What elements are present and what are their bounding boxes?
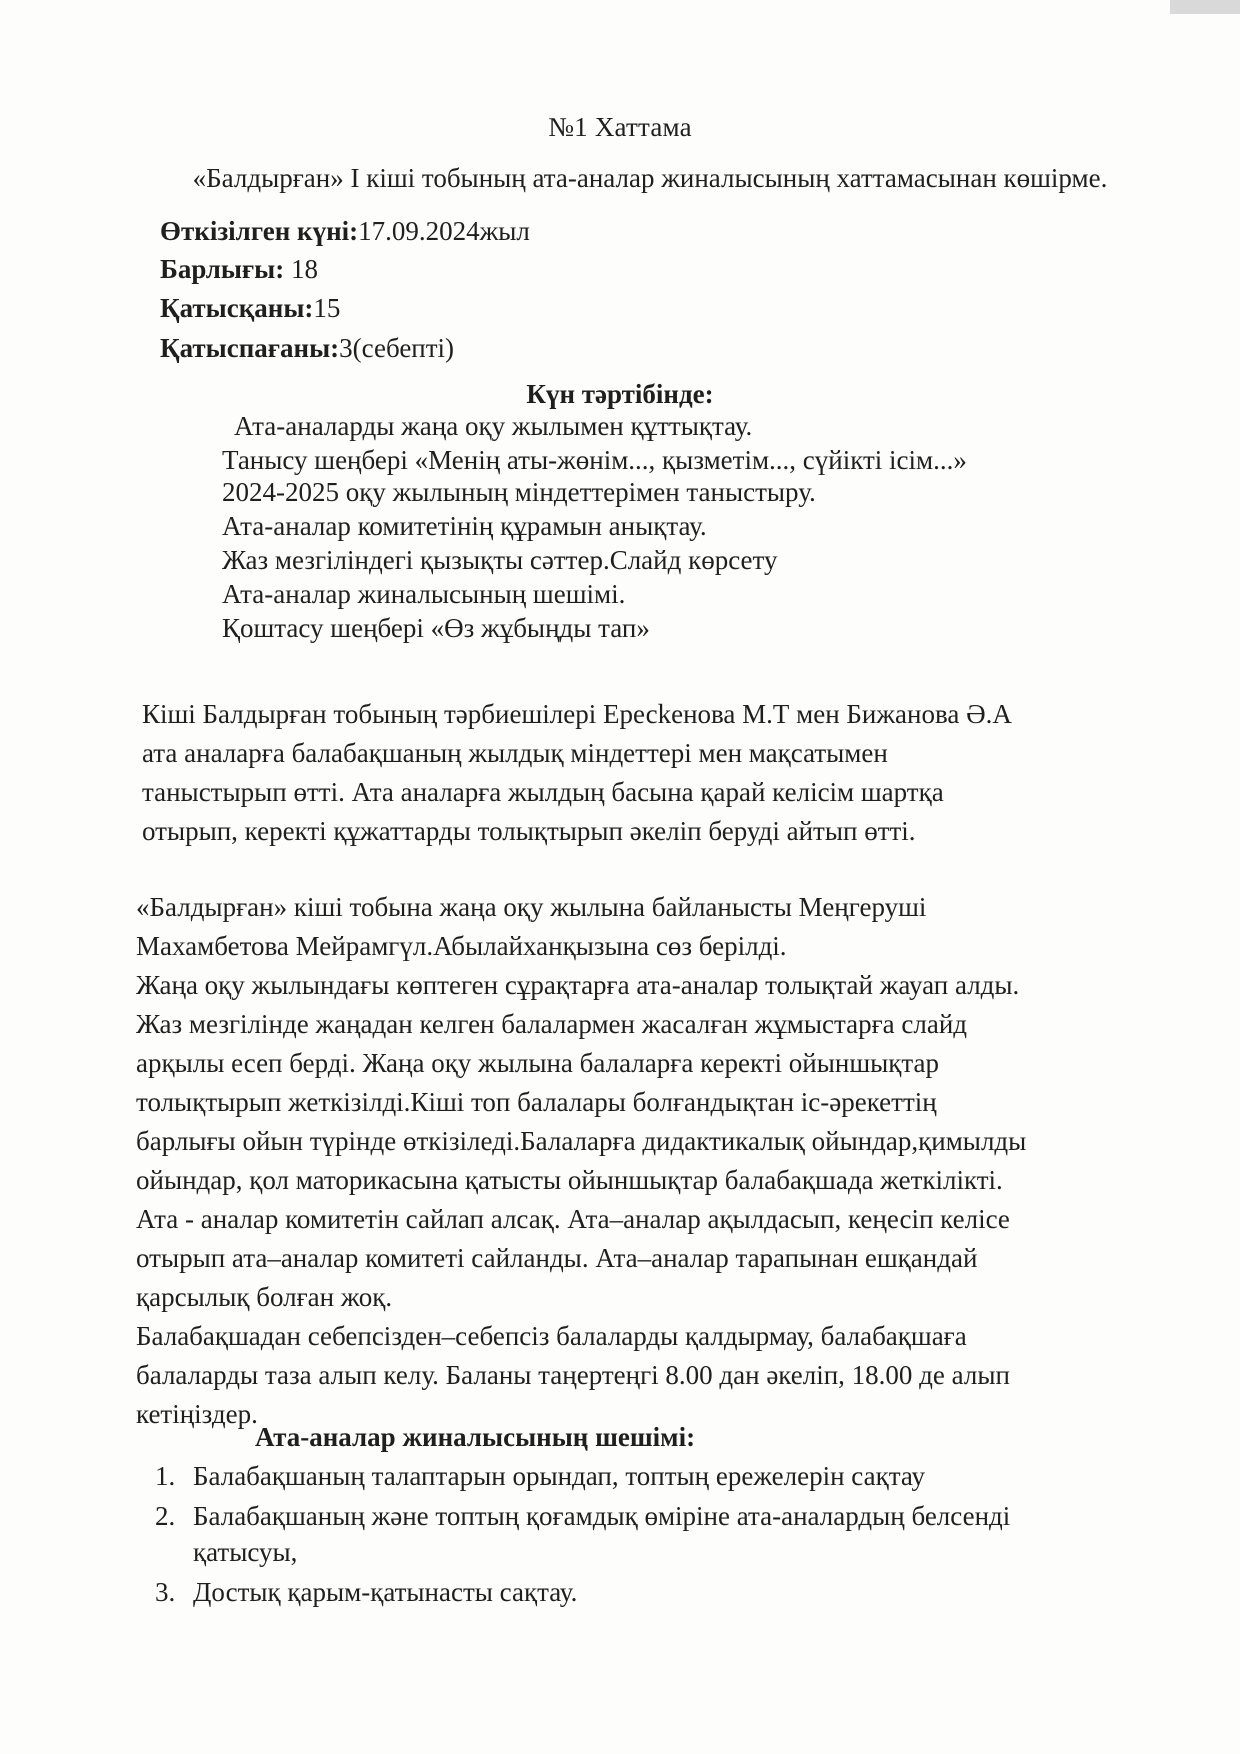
document-subtitle: «Балдырған» І кіші тобының ата-аналар жиналысының хаттамасынан көшірме.: [192, 163, 1108, 193]
agenda-title: Күн тәртібінде:: [526, 379, 714, 409]
meta-absent: [160, 333, 454, 364]
agenda-item: 2024-2025 оқу жылының міндеттерімен таныстыру.: [222, 477, 816, 507]
meta-absent-label: Қатыспағаны:: [160, 333, 340, 363]
paragraph-line: Жаз мезгілінде жаңадан келген балалармен жасалған жұмыстарға слайд: [136, 1009, 968, 1039]
decision-number: 3.: [155, 1577, 176, 1607]
paragraph-line: қарсылық болған жоқ.: [136, 1282, 393, 1312]
decision-number: 2.: [155, 1501, 176, 1531]
agenda-item: Ата-аналар жиналысының шешімі.: [222, 579, 626, 609]
meta-date-value: 17.09.2024жыл: [358, 216, 530, 246]
paragraph-line: балаларды таза алып келу. Баланы таңертеңгі 8.00 дан әкеліп, 18.00 де алып: [136, 1360, 1010, 1390]
decision-title: Ата-аналар жиналысының шешімі:: [255, 1422, 696, 1452]
paragraph-line: отырып ата–аналар комитеті сайланды. Ата–аналар тарапынан ешқандай: [136, 1243, 978, 1273]
meta-date: [160, 216, 530, 247]
scan-mark: [1170, 0, 1240, 14]
paragraph-line: кетіңіздер.: [136, 1399, 258, 1429]
paragraph-line: толықтырып жеткізілді.Кіші топ балалары болғандықтан іс-әрекеттің: [136, 1087, 937, 1117]
paragraph-line: Ата - аналар комитетін сайлап алсақ. Ата–аналар ақылдасып, кеңесіп келісе: [136, 1204, 1010, 1234]
paragraph-line: таныстырып өтті. Ата аналарға жылдың басына қарай келісім шартқа: [142, 777, 944, 807]
paragraph-line: Балабақшадан себепсізден–себепсіз балаларды қалдырмау, балабақшаға: [136, 1321, 967, 1351]
decision-list: [155, 1458, 1115, 1614]
paragraph-line: ойындар, қол маторикасына қатысты ойыншықтар балабақшада жеткілікті.: [136, 1165, 1003, 1195]
meta-total-label: Барлығы:: [160, 254, 285, 284]
paragraph-line: арқылы есеп берді. Жаңа оқу жылына балаларға керекті ойыншықтар: [136, 1048, 939, 1078]
paragraph-line: Кіші Балдырған тобының тәрбиешілері Ересkенова М.Т мен Бижанова Ә.А: [142, 699, 1012, 729]
paragraph-teachers: [142, 695, 1122, 851]
decision-item: [155, 1574, 1115, 1610]
meta-total: [160, 254, 318, 285]
meta-present-value: 15: [313, 293, 341, 323]
decision-item: [155, 1458, 1115, 1494]
agenda-item: Жаз мезгіліндегі қызықты сәттер.Слайд көрсету: [222, 545, 778, 575]
decision-text: Балабақшаның талаптарын орындап, топтың ережелерін сақтау: [193, 1461, 925, 1491]
document-title: №1 Хаттама: [548, 112, 692, 142]
paragraph-line: Жаңа оқу жылындағы көптеген сұрақтарға ата-аналар толықтай жауап алды.: [136, 970, 1020, 1000]
paragraph-line: ата аналарға балабақшаның жылдық міндеттері мен мақсатымен: [142, 738, 888, 768]
agenda-item: Ата-аналарды жаңа оқу жылымен құттықтау.: [234, 411, 753, 441]
decision-text: Достық қарым-қатынасты сақтау.: [193, 1577, 578, 1607]
paragraph-line: отырып, керекті құжаттарды толықтырып әкеліп беруді айтып өтті.: [142, 816, 916, 846]
agenda-item: Қоштасу шеңбері «Өз жұбыңды тап»: [222, 613, 650, 643]
meta-present: [160, 293, 340, 324]
paragraph-director: [136, 888, 1116, 1434]
paragraph-line: «Балдырған» кіші тобына жаңа оқу жылына байланысты Меңгеруші: [136, 892, 927, 922]
meta-present-label: Қатысқаны:: [160, 293, 314, 323]
paragraph-line: Махамбетова Мейрамгүл.Абылайханқызына сөз берілді.: [136, 931, 787, 961]
meta-absent-value: 3(себепті): [339, 333, 455, 363]
meta-date-label: Өткізілген күні:: [160, 216, 359, 246]
meta-total-value: 18: [291, 254, 319, 284]
decision-text: Балабақшаның және топтың қоғамдық өміріне ата-аналардың белсенді қатысуы,: [193, 1501, 1011, 1567]
paragraph-line: барлығы ойын түрінде өткізіледі.Балаларға дидактикалық ойындар,қимылды: [136, 1126, 1027, 1156]
decision-item: [155, 1498, 1115, 1570]
agenda-item: Танысу шеңбері «Менің аты-жөнім..., қызметім..., сүйікті ісім...»: [222, 445, 967, 475]
agenda-item: Ата-аналар комитетінің құрамын анықтау.: [222, 511, 707, 541]
decision-number: 1.: [155, 1461, 176, 1491]
